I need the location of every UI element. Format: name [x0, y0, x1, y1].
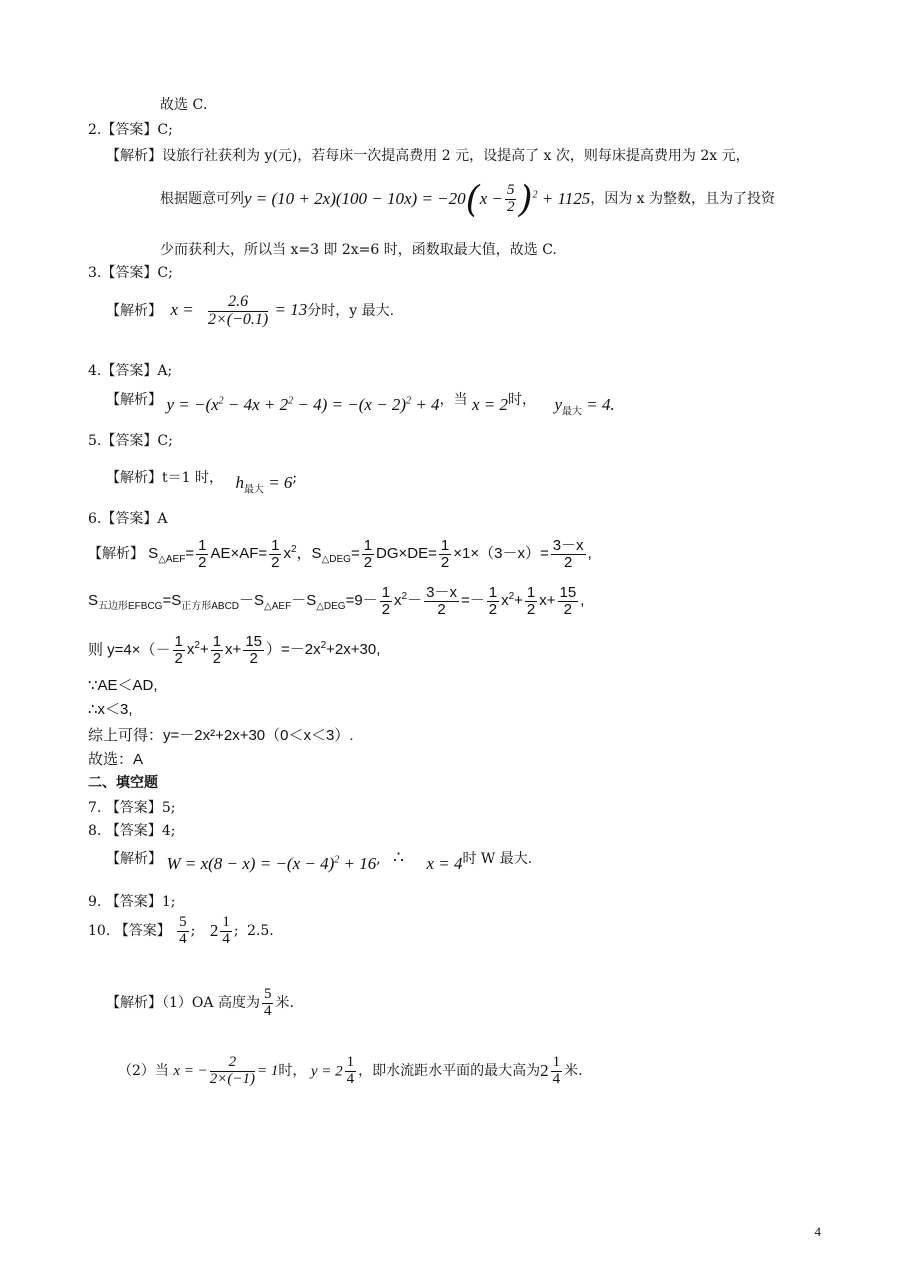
q9-number: 9. [88, 894, 102, 910]
q3-answer-label: 【答案】 [101, 265, 158, 281]
q5-answer: C; [157, 433, 173, 449]
q7-answer: 5; [161, 800, 176, 816]
q6-then: 则 y=4×（－ [88, 641, 171, 659]
q9-answer-label: 【答案】 [105, 894, 162, 910]
q10-part2-max-int: 2 [540, 1061, 549, 1081]
q10-part2-y-frac: $\frac{1}{4}$ [346, 1054, 355, 1087]
q4-answer-label: 【答案】 [101, 363, 158, 379]
q4-analysis-label: 【解析】 [106, 392, 162, 408]
q10-answer-2-frac: $\frac{1}{4}$ [222, 914, 230, 947]
q3-tail: 分时，y 最大. [307, 302, 395, 319]
q6-since: ∵AE＜AD, [88, 677, 158, 694]
q9-answer: 1; [161, 894, 176, 910]
q10-part2-post: ，即水流距水平面的最大高为 [358, 1062, 541, 1079]
q5-analysis-line [106, 467, 298, 496]
q2-line2-pre: 根据题意可列 [160, 191, 244, 208]
q7-answer-line [88, 800, 175, 817]
q4-x-value: x = 2 [472, 395, 509, 414]
q10-part1-pre: （1）OA 高度为 [162, 994, 260, 1011]
q10-part1-post: 米. [275, 994, 294, 1011]
q8-answer: 4; [161, 823, 176, 839]
q10-part2-mid: 时， [278, 1062, 307, 1079]
q3-analysis-label: 【解析】 [106, 302, 162, 319]
q2-answer-line [88, 122, 173, 139]
q6-analysis-label: 【解析】 [88, 545, 144, 562]
q10-part2-max-frac: $\frac{1}{4}$ [552, 1054, 561, 1087]
q4-answer-line [88, 363, 172, 380]
q10-part2-end: 米. [564, 1062, 583, 1079]
q10-part2-formula-y: y = 2 [310, 1063, 343, 1080]
q4-dang: ，当 [439, 392, 468, 408]
q10-part1-frac: $\frac{5}{4}$ [263, 986, 272, 1019]
section-heading: 二、填空题 [88, 775, 158, 791]
q5-answer-line [88, 433, 173, 450]
q5-text: t＝1 时， [162, 470, 223, 486]
q2-formula: y = (10 + 2x)(100 − 10x) = −20(x − $\frac{5}{2}$ )$^2$ + 1125 [244, 179, 591, 220]
q6-answer: A [157, 511, 168, 527]
q10-answer-1: $\frac{5}{4}$ [179, 914, 187, 947]
q4-ymax: $y_{最大} = 4$. [554, 395, 615, 418]
q2-answer: C; [157, 122, 173, 138]
q6-formula-2: $S_{五边形EFBCG}=S_{正方形ABCD}-S_{\triangle AEF}-S_{\triangle DEG}=9-$ $\frac{1}{2}$ $x^2-$ $\frac{3-x}{2}$ =－ $\frac{1}{2}$ $x^2+$ $\frac{1}{2}$ x+ $\frac{15}{2}$ , [88, 584, 585, 618]
q10-part2-pre: （2）当 [118, 1062, 169, 1079]
q5-number: 5. [88, 433, 102, 449]
q10-analysis-label: 【解析】 [106, 994, 162, 1011]
q6-analysis-line1 [88, 538, 592, 571]
q2-number: 2. [88, 122, 102, 138]
q2-answer-label: 【答案】 [101, 122, 158, 138]
q2-analysis-line3: 少而获利大，所以当 x=3 即 2x=6 时，函数取最大值，故选 C. [160, 242, 557, 258]
q6-formula-3: $\frac{1}{2}$ $x^2+$ $\frac{1}{2}$ x+ $\frac{15}{2}$ ）$=-2x^2+2x+30$, [174, 633, 381, 667]
q3-analysis-line [106, 294, 394, 329]
q8-answer-line [88, 823, 175, 840]
q5-hmax: $h_{最大} = 6$ [235, 473, 293, 496]
q6-summary: 综上可得：y=－2x²+2x+30（0＜x＜3）. [88, 727, 354, 744]
q3-answer-line [88, 265, 173, 282]
q2-line2-post: ，因为 x 为整数，且为了投资 [590, 191, 776, 208]
q4-answer: A; [157, 363, 173, 379]
q4-formula: $y = -(x^2 - 4x + 2^2 - 4) = -(x - 2)^2 + 4$ [166, 395, 440, 414]
q8-x-value: x = 4 [426, 854, 463, 873]
q1-conclusion: 故选 C． [160, 97, 218, 113]
q10-part2-formula-x: x = − $\frac{2}{2\times(-1)}$ = 1 [173, 1054, 279, 1087]
q4-shi: 时， [508, 392, 537, 408]
q8-formula: $W = x(8 - x) = -(x - 4)^2 + 16$ [166, 854, 377, 873]
q10-analysis-part2 [118, 1055, 583, 1088]
q5-semicolon: ; [292, 470, 298, 486]
q6-conclusion: 故选：A [88, 751, 144, 768]
q9-answer-line [88, 894, 175, 911]
q3-formula: x = $\frac{2.6}{2\times(-0.1)}$ = 13 [170, 293, 308, 328]
q3-number: 3. [88, 265, 102, 281]
q8-therefore: ∴ [393, 848, 404, 867]
q6-analysis-line3 [88, 634, 380, 667]
q6-formula-1: $S_{\triangle AEF}=$ $\frac{1}{2}$ AE×AF= $\frac{1}{2}$ $x^2$，$S_{\triangle DEG}=$ $\frac{1}{2}$ DG×DE= $\frac{1}{2}$ ×1×（3－x）= $\frac{3-x}{2}$ , [148, 537, 592, 571]
q6-answer-line [88, 511, 167, 528]
q7-answer-label: 【答案】 [105, 800, 162, 816]
q10-answer-2: 2 [209, 921, 219, 941]
q8-analysis-label: 【解析】 [106, 851, 162, 867]
q5-analysis-label: 【解析】 [106, 470, 162, 486]
q6-analysis-line2 [88, 585, 584, 618]
q2-analysis-text1: 设旅行社获利为 y(元)，若每床一次提高费用 2 元，设提高了 x 次，则每床提高费用为 2x 元， [162, 148, 750, 164]
q10-number: 10. [88, 922, 111, 939]
q10-analysis-part1 [106, 987, 294, 1020]
page-number: 4 [814, 1224, 821, 1239]
q4-number: 4. [88, 363, 102, 379]
q8-answer-label: 【答案】 [105, 823, 162, 839]
q10-answer-label: 【答案】 [114, 922, 171, 939]
q8-tail: 时 W 最大. [462, 851, 533, 867]
q2-analysis-line1 [106, 148, 750, 165]
q10-answer-3: 2.5. [247, 922, 274, 939]
q8-number: 8. [88, 823, 102, 839]
q8-analysis-line [106, 848, 533, 873]
q3-answer: C; [157, 265, 173, 281]
q6-number: 6. [88, 511, 102, 527]
q8-comma: , [376, 851, 381, 867]
q2-analysis-label: 【解析】 [106, 148, 162, 164]
q5-answer-label: 【答案】 [101, 433, 158, 449]
q10-answer-line: 10. 【答案】 $\frac{5}{4}$ ; 2 $\frac{1}{4}$ ; 2.5. [88, 914, 274, 947]
q6-therefore: ∴x＜3, [88, 701, 133, 718]
q2-analysis-line2 [160, 178, 775, 221]
q7-number: 7. [88, 800, 102, 816]
q6-answer-label: 【答案】 [101, 511, 158, 527]
q4-analysis-line [106, 389, 615, 418]
